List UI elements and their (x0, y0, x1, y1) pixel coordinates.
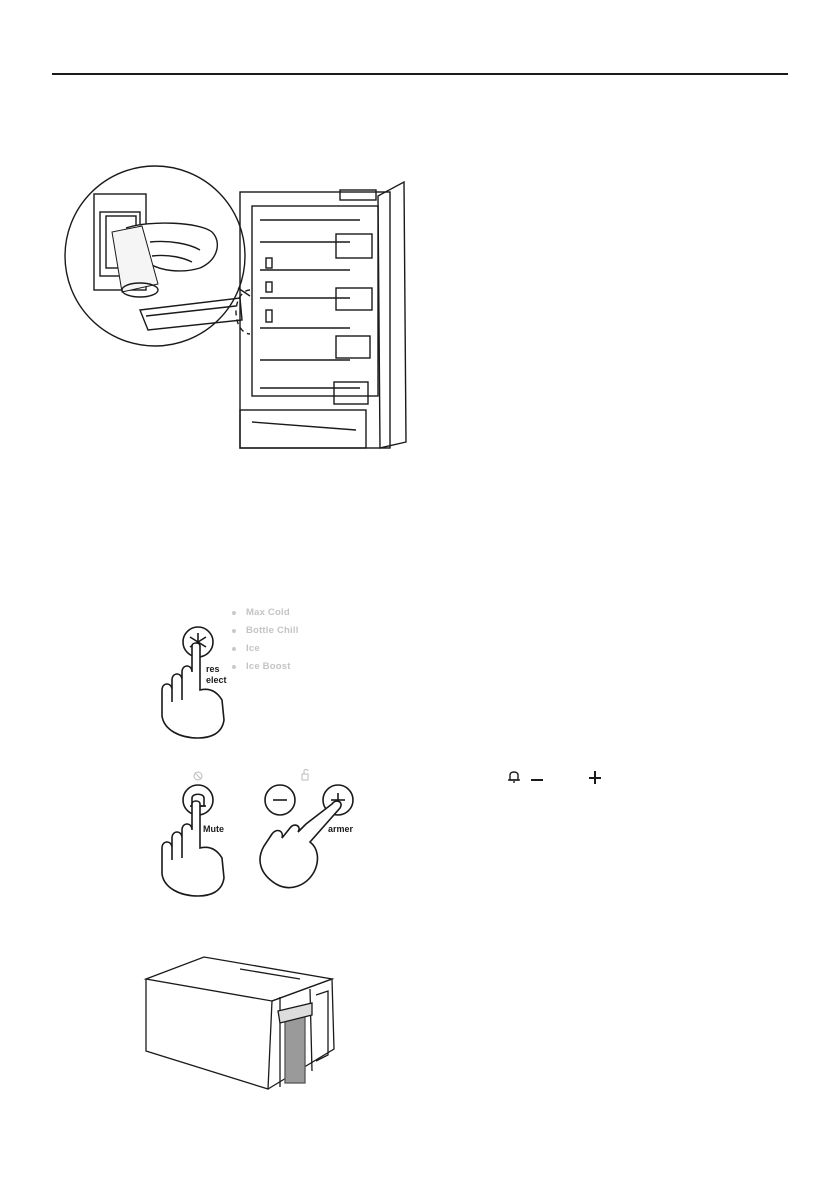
features-option-list (232, 606, 299, 678)
temp-buttons-illustration (250, 768, 365, 903)
fridge-illustration (60, 160, 430, 460)
option-ice: Ice (232, 642, 299, 660)
minus-icon (530, 768, 544, 789)
warmer-label: armer (328, 824, 354, 834)
header-rule (52, 73, 788, 75)
mute-label: Mute (203, 824, 224, 834)
bell-mute-icon (194, 772, 202, 780)
bell-icon (506, 768, 522, 789)
lock-icon (302, 770, 308, 781)
option-max-cold: Max Cold (232, 606, 299, 624)
features-label-top: res (206, 664, 220, 674)
ice-bin-illustration (140, 955, 350, 1105)
option-bottle-chill: Bottle Chill (232, 624, 299, 642)
option-ice-boost: Ice Boost (232, 660, 299, 678)
features-label-bottom: elect (206, 675, 227, 685)
plus-icon (588, 768, 602, 789)
mute-button-illustration (150, 768, 240, 903)
